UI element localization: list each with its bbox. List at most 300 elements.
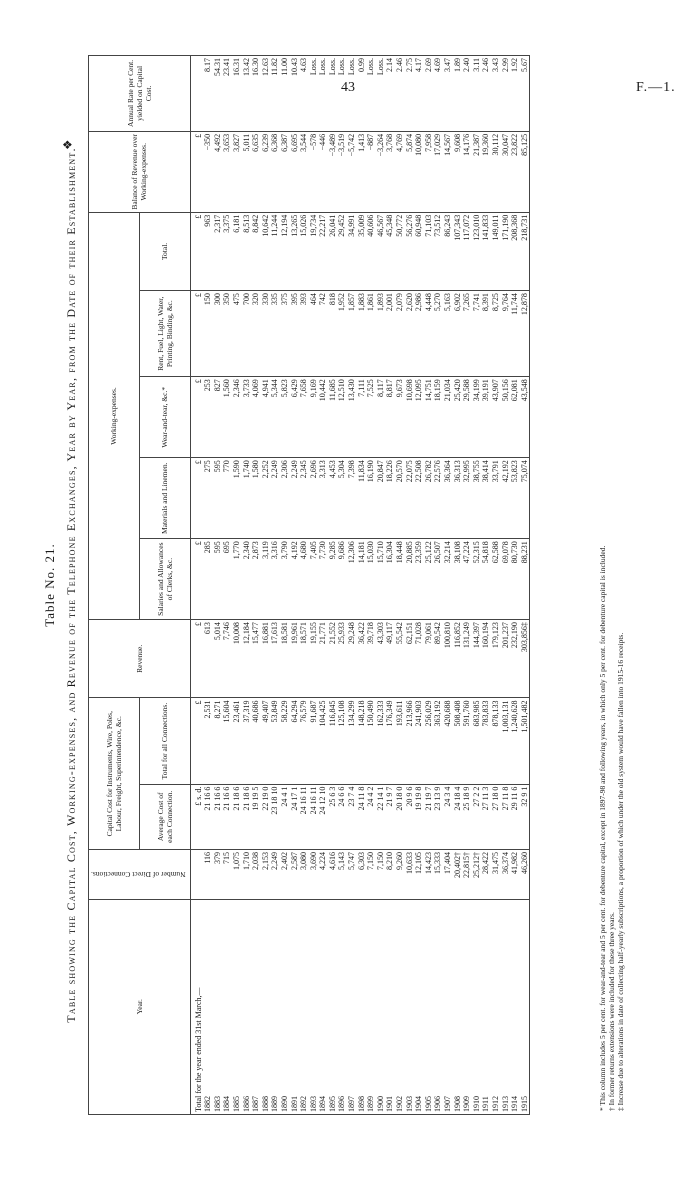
cell-avg-cost: 24 16 11 <box>309 784 319 849</box>
cell-working-total: 11,244 <box>270 212 280 290</box>
cell-working-total: 8,513 <box>242 212 252 290</box>
unit-rent: £ <box>190 291 203 377</box>
cell-total-all: 363,192 <box>433 698 443 784</box>
cell-revenue: 613 <box>203 620 213 698</box>
cell-year: 1915 <box>520 899 530 1114</box>
unit-avg: £ s. d. <box>190 784 203 849</box>
cell-connections: 9,260 <box>395 849 405 899</box>
cell-year: 1910 <box>472 899 482 1114</box>
cell-balance: 3,653 <box>222 131 232 212</box>
cell-wear: 7,525 <box>366 377 376 458</box>
cell-rent: 1,857 <box>347 291 357 377</box>
cell-materials: 1,590 <box>232 458 242 539</box>
cell-wear: 39,191 <box>481 377 491 458</box>
cell-salaries: 18,448 <box>395 539 405 620</box>
table-row <box>357 56 367 1115</box>
cell-total-all: 2,531 <box>203 698 213 784</box>
cell-avg-cost: 23 7 4 <box>347 784 357 849</box>
cell-wear: 5,823 <box>280 377 290 458</box>
cell-rent: 11,744 <box>510 291 520 377</box>
cell-balance: 3,544 <box>299 131 309 212</box>
cell-wear: 1,560 <box>222 377 232 458</box>
cell-working-total: 963 <box>203 212 213 290</box>
cell-total-all: 213,966 <box>405 698 415 784</box>
header-connections: Number of Direct Connections. <box>89 849 191 899</box>
cell-materials: 53,823 <box>510 458 520 539</box>
cell-avg-cost: 24 16 11 <box>299 784 309 849</box>
cell-balance: 14,567 <box>443 131 453 212</box>
header-working-total: Total. <box>139 212 190 290</box>
cell-connections: 4,224 <box>318 849 328 899</box>
cell-salaries: 7,730 <box>318 539 328 620</box>
cell-rate: 1.92 <box>510 56 520 132</box>
cell-materials: 26,782 <box>424 458 434 539</box>
table-row <box>443 56 453 1115</box>
cell-working-total: 208,368 <box>510 212 520 290</box>
cell-revenue: 10,008 <box>232 620 242 698</box>
cell-balance: 5,011 <box>242 131 252 212</box>
table-row <box>520 56 530 1115</box>
table-row <box>347 56 357 1115</box>
cell-balance: −3,264 <box>376 131 386 212</box>
cell-revenue: 49,117 <box>385 620 395 698</box>
footnotes <box>598 55 626 1115</box>
cell-avg-cost: 21 18 6 <box>242 784 252 849</box>
cell-salaries: 15,710 <box>376 539 386 620</box>
cell-revenue: 18,581 <box>280 620 290 698</box>
cell-working-total: 2,317 <box>213 212 223 290</box>
cell-working-total: 50,772 <box>395 212 405 290</box>
cell-revenue: 19,155 <box>309 620 319 698</box>
cell-rate: 2.69 <box>424 56 434 132</box>
table-body <box>190 56 530 1115</box>
table-row <box>433 56 443 1115</box>
cell-revenue: 7,746 <box>222 620 232 698</box>
cell-rent: 5,163 <box>443 291 453 377</box>
cell-rent: 742 <box>318 291 328 377</box>
cell-connections: 7,150 <box>376 849 386 899</box>
cell-rate: Loss. <box>347 56 357 132</box>
cell-connections: 17,404 <box>443 849 453 899</box>
cell-year: 1888 <box>261 899 271 1114</box>
cell-avg-cost: 23 18 10 <box>270 784 280 849</box>
table-row <box>328 56 338 1115</box>
cell-working-total: 15,026 <box>299 212 309 290</box>
cell-total-all: 162,333 <box>376 698 386 784</box>
cell-connections: 379 <box>213 849 223 899</box>
cell-salaries: 20,885 <box>405 539 415 620</box>
cell-year: 1897 <box>347 899 357 1114</box>
cell-revenue: 21,771 <box>318 620 328 698</box>
header-rate: Annual Rate per Cent. yielded on Capital Cost. <box>89 56 191 132</box>
cell-working-total: 141,833 <box>481 212 491 290</box>
cell-year: 1909 <box>462 899 472 1114</box>
table-row <box>510 56 520 1115</box>
cell-materials: 4,453 <box>328 458 338 539</box>
cell-year: 1905 <box>424 899 434 1114</box>
cell-salaries: 25,122 <box>424 539 434 620</box>
cell-avg-cost: 21 18 6 <box>232 784 242 849</box>
cell-rate: 11.82 <box>270 56 280 132</box>
footnote-2: † In former returns extensions were included for these three years. <box>607 912 617 1111</box>
cell-working-total: 107,343 <box>453 212 463 290</box>
cell-salaries: 3,790 <box>280 539 290 620</box>
cell-rate: 23.41 <box>222 56 232 132</box>
cell-connections: 28,422 <box>481 849 491 899</box>
cell-materials: 2,249 <box>270 458 280 539</box>
cell-rate: 5.67 <box>520 56 530 132</box>
cell-total-all: 53,849 <box>270 698 280 784</box>
cell-rate: Loss. <box>328 56 338 132</box>
cell-revenue: 71,028 <box>414 620 424 698</box>
cell-materials: 36,364 <box>443 458 453 539</box>
cell-salaries: 47,224 <box>462 539 472 620</box>
cell-rate: 3.47 <box>443 56 453 132</box>
cell-connections: 5,143 <box>337 849 347 899</box>
cell-materials: 38,414 <box>481 458 491 539</box>
cell-year: 1894 <box>318 899 328 1114</box>
cell-total-all: 91,687 <box>309 698 319 784</box>
cell-connections: 6,303 <box>357 849 367 899</box>
cell-rent: 320 <box>251 291 261 377</box>
cell-working-total: 26,041 <box>328 212 338 290</box>
table-row <box>424 56 434 1115</box>
cell-salaries: 4,680 <box>299 539 309 620</box>
cell-revenue: 116,852 <box>453 620 463 698</box>
cell-revenue: 18,571 <box>299 620 309 698</box>
cell-balance: 30,112 <box>491 131 501 212</box>
cell-materials: 1,740 <box>242 458 252 539</box>
cell-rent: 1,893 <box>376 291 386 377</box>
cell-rent: 1,952 <box>337 291 347 377</box>
cell-avg-cost: 24 6 6 <box>337 784 347 849</box>
cell-balance: 4,769 <box>395 131 405 212</box>
cell-revenue: 19,961 <box>290 620 300 698</box>
cell-rent: 7,741 <box>472 291 482 377</box>
cell-revenue: 17,613 <box>270 620 280 698</box>
cell-rate: 12.63 <box>261 56 271 132</box>
table-row <box>251 56 261 1115</box>
cell-working-total: 40,606 <box>366 212 376 290</box>
cell-salaries: 26,507 <box>433 539 443 620</box>
cell-rent: 2,986 <box>414 291 424 377</box>
cell-wear: 43,548 <box>520 377 530 458</box>
cell-balance: 17,029 <box>433 131 443 212</box>
cell-revenue: 144,397 <box>472 620 482 698</box>
cell-year: 1899 <box>366 899 376 1114</box>
cell-connections: 7,150 <box>366 849 376 899</box>
cell-balance: −3,519 <box>337 131 347 212</box>
cell-salaries: 12,306 <box>347 539 357 620</box>
cell-balance: −578 <box>309 131 319 212</box>
cell-rate: 8.17 <box>203 56 213 132</box>
table-title: Table showing the Capital Cost, Working-expenses, and Revenue of the Telephone Exchanges, Year by Year, from the Date of their Establishment. <box>64 147 78 1023</box>
cell-revenue: 160,194 <box>481 620 491 698</box>
cell-salaries: 595 <box>213 539 223 620</box>
cell-working-total: 12,194 <box>280 212 290 290</box>
unit-wear: £ <box>190 377 203 458</box>
cell-revenue: 12,184 <box>242 620 252 698</box>
cell-salaries: 7,405 <box>309 539 319 620</box>
cell-materials: 22,508 <box>414 458 424 539</box>
cell-total-all: 37,319 <box>242 698 252 784</box>
cell-avg-cost: 24 11 8 <box>357 784 367 849</box>
table-row <box>270 56 280 1115</box>
cell-connections: 22,815† <box>462 849 472 899</box>
cell-salaries: 15,030 <box>366 539 376 620</box>
cell-wear: 62,081 <box>510 377 520 458</box>
cell-avg-cost: 27 2 2 <box>472 784 482 849</box>
cell-avg-cost: 22 19 0 <box>261 784 271 849</box>
cell-avg-cost: 27 11 8 <box>501 784 511 849</box>
cell-balance: −5,742 <box>347 131 357 212</box>
cell-working-total: 71,103 <box>424 212 434 290</box>
cell-wear: 7,111 <box>357 377 367 458</box>
cell-year: 1904 <box>414 899 424 1114</box>
cell-total-all: 1,003,131 <box>501 698 511 784</box>
table-row <box>232 56 242 1115</box>
cell-rent: 375 <box>280 291 290 377</box>
table-row <box>242 56 252 1115</box>
cell-salaries: 23,359 <box>414 539 424 620</box>
cell-materials: 275 <box>203 458 213 539</box>
footnote-1: * This column includes 5 per cent. for wear-and-tear and 5 per cent. for debenture capital, except in 1897-98 and following years, in which only 5 per cent. for debenture capital is included. <box>598 545 607 1111</box>
cell-rate: 16.30 <box>251 56 261 132</box>
cell-rent: 12,878 <box>520 291 530 377</box>
cell-salaries: 4,192 <box>290 539 300 620</box>
cell-revenue: 36,422 <box>357 620 367 698</box>
cell-total-all: 125,108 <box>337 698 347 784</box>
cell-rent: 464 <box>309 291 319 377</box>
cell-wear: 9,169 <box>309 377 319 458</box>
cell-connections: 46,260 <box>520 849 530 899</box>
cell-year: 1900 <box>376 899 386 1114</box>
cell-rate: Loss. <box>337 56 347 132</box>
cell-avg-cost: 19 19 5 <box>251 784 261 849</box>
cell-year: 1911 <box>481 899 491 1114</box>
cell-avg-cost: 24 18 4 <box>453 784 463 849</box>
cell-avg-cost: 24 4 2 <box>366 784 376 849</box>
cell-connections: 2,402 <box>280 849 290 899</box>
cell-balance: 1,413 <box>357 131 367 212</box>
cell-wear: 7,658 <box>299 377 309 458</box>
cell-balance: 7,958 <box>424 131 434 212</box>
cell-balance: 3,768 <box>385 131 395 212</box>
cell-year: 1896 <box>337 899 347 1114</box>
cell-working-total: 8,842 <box>251 212 261 290</box>
cell-wear: 9,673 <box>395 377 405 458</box>
cell-materials: 770 <box>222 458 232 539</box>
cell-working-total: 22,217 <box>318 212 328 290</box>
cell-rate: 2.40 <box>462 56 472 132</box>
cell-balance: 10,080 <box>414 131 424 212</box>
cell-materials: 33,791 <box>491 458 501 539</box>
cell-connections: 41,982 <box>510 849 520 899</box>
cell-connections: 12,105 <box>414 849 424 899</box>
cell-materials: 18,226 <box>385 458 395 539</box>
cell-wear: 14,751 <box>424 377 434 458</box>
table-row <box>501 56 511 1115</box>
cell-balance: 6,368 <box>270 131 280 212</box>
table-row <box>337 56 347 1115</box>
cell-rate: 54.31 <box>213 56 223 132</box>
cell-total-all: 241,903 <box>414 698 424 784</box>
cell-rent: 150 <box>203 291 213 377</box>
cell-rent: 393 <box>299 291 309 377</box>
cell-rate: 2.99 <box>501 56 511 132</box>
cell-total-all: 148,218 <box>357 698 367 784</box>
cell-materials: 5,304 <box>337 458 347 539</box>
cell-wear: 3,733 <box>242 377 252 458</box>
cell-materials: 2,345 <box>299 458 309 539</box>
cell-rent: 335 <box>270 291 280 377</box>
cell-working-total: 149,011 <box>491 212 501 290</box>
cell-total-all: 23,461 <box>232 698 242 784</box>
header-year: Year. <box>89 899 191 1114</box>
cell-balance: 6,695 <box>290 131 300 212</box>
cell-total-all: 8,271 <box>213 698 223 784</box>
cell-salaries: 695 <box>222 539 232 620</box>
cell-rate: 0.99 <box>357 56 367 132</box>
cell-wear: 13,430 <box>347 377 357 458</box>
cell-balance: 85,125 <box>520 131 530 212</box>
cell-salaries: 80,730 <box>510 539 520 620</box>
cell-revenue: 79,061 <box>424 620 434 698</box>
cell-connections: 3,690 <box>309 849 319 899</box>
cell-revenue: 131,249 <box>462 620 472 698</box>
cell-rate: 16.31 <box>232 56 242 132</box>
cell-rent: 9,764 <box>501 291 511 377</box>
page-number: 43 <box>341 80 355 95</box>
cell-year: 1882 <box>203 899 213 1114</box>
cell-rent: 475 <box>232 291 242 377</box>
cell-total-all: 783,833 <box>481 698 491 784</box>
cell-avg-cost: 32 9 1 <box>520 784 530 849</box>
rotated-table-page <box>40 55 640 1115</box>
cell-year: 1907 <box>443 899 453 1114</box>
cell-balance: 6,239 <box>261 131 271 212</box>
cell-connections: 31,475 <box>491 849 501 899</box>
cell-balance: 4,492 <box>213 131 223 212</box>
cell-avg-cost: 21 16 6 <box>203 784 213 849</box>
cell-working-total: 13,265 <box>290 212 300 290</box>
cell-rent: 4,448 <box>424 291 434 377</box>
cell-total-all: 176,349 <box>385 698 395 784</box>
printer-mark: ❖ <box>62 138 73 152</box>
table-row <box>222 56 232 1115</box>
header-rent: Rent, Fuel, Light, Water, Printing, Binding, &c. <box>139 291 190 377</box>
cell-connections: 3,080 <box>299 849 309 899</box>
unit-revenue: £ <box>190 620 203 698</box>
cell-connections: 8,210 <box>385 849 395 899</box>
cell-year: 1886 <box>242 899 252 1114</box>
cell-avg-cost: 20 9 6 <box>405 784 415 849</box>
cell-salaries: 62,588 <box>491 539 501 620</box>
cell-wear: 10,698 <box>405 377 415 458</box>
cell-rent: 300 <box>213 291 223 377</box>
cell-salaries: 2,340 <box>242 539 252 620</box>
cell-year: 1895 <box>328 899 338 1114</box>
table-row <box>472 56 482 1115</box>
cell-materials: 20,847 <box>376 458 386 539</box>
cell-avg-cost: 25 6 3 <box>328 784 338 849</box>
header-salaries: Salaries and Allowances of Clerks, &c. <box>139 539 190 620</box>
cell-working-total: 56,276 <box>405 212 415 290</box>
header-working-group: Working-expenses. <box>89 212 140 619</box>
table-row <box>290 56 300 1115</box>
cell-materials: 32,995 <box>462 458 472 539</box>
header-materials: Materials and Linemen. <box>139 458 190 539</box>
cell-revenue: 303,856‡ <box>520 620 530 698</box>
table-row <box>309 56 319 1115</box>
cell-wear: 10,442 <box>318 377 328 458</box>
cell-connections: 36,374 <box>501 849 511 899</box>
table-row <box>385 56 395 1115</box>
cell-working-total: 171,190 <box>501 212 511 290</box>
unit-balance: £ <box>190 131 203 212</box>
cell-rate: 3.11 <box>472 56 482 132</box>
cell-year: 1893 <box>309 899 319 1114</box>
unit-salaries: £ <box>190 539 203 620</box>
telephone-exchanges-table <box>88 55 530 1115</box>
cell-working-total: 10,642 <box>261 212 271 290</box>
cell-working-total: 73,512 <box>433 212 443 290</box>
table-row <box>481 56 491 1115</box>
cell-materials: 1,580 <box>251 458 261 539</box>
cell-total-all: 683,985 <box>472 698 482 784</box>
cell-rent: 6,902 <box>453 291 463 377</box>
cell-total-all: 1,501,482 <box>520 698 530 784</box>
cell-avg-cost: 21 9 7 <box>385 784 395 849</box>
cell-salaries: 14,181 <box>357 539 367 620</box>
cell-salaries: 69,078 <box>501 539 511 620</box>
cell-revenue: 43,303 <box>376 620 386 698</box>
table-row <box>318 56 328 1115</box>
cell-materials: 20,570 <box>395 458 405 539</box>
cell-avg-cost: 25 18 9 <box>462 784 472 849</box>
cell-connections: 14,423 <box>424 849 434 899</box>
cell-revenue: 39,718 <box>366 620 376 698</box>
cell-rate: 3.43 <box>491 56 501 132</box>
cell-rent: 8,391 <box>481 291 491 377</box>
cell-avg-cost: 24 4 1 <box>280 784 290 849</box>
cell-rate: 4.63 <box>299 56 309 132</box>
cell-avg-cost: 27 11 3 <box>481 784 491 849</box>
cell-year: 1889 <box>270 899 280 1114</box>
cell-wear: 50,156 <box>501 377 511 458</box>
intro-row-label: Total for the year ended 31st March,— <box>190 899 203 1114</box>
cell-connections: 15,333 <box>433 849 443 899</box>
cell-working-total: 86,243 <box>443 212 453 290</box>
cell-rate: Loss. <box>309 56 319 132</box>
cell-connections: 10,633 <box>405 849 415 899</box>
cell-year: 1887 <box>251 899 261 1114</box>
cell-connections: 2,153 <box>261 849 271 899</box>
cell-avg-cost: 21 16 6 <box>213 784 223 849</box>
unit-total-all: £ <box>190 698 203 784</box>
cell-rent: 1,883 <box>357 291 367 377</box>
cell-wear: 12,510 <box>337 377 347 458</box>
cell-balance: −350 <box>203 131 213 212</box>
cell-total-all: 49,407 <box>261 698 271 784</box>
cell-wear: 12,095 <box>414 377 424 458</box>
cell-connections: 116 <box>203 849 213 899</box>
cell-total-all: 591,760 <box>462 698 472 784</box>
cell-total-all: 508,408 <box>453 698 463 784</box>
cell-salaries: 285 <box>203 539 213 620</box>
cell-rate: Loss. <box>318 56 328 132</box>
cell-connections: 4,616 <box>328 849 338 899</box>
